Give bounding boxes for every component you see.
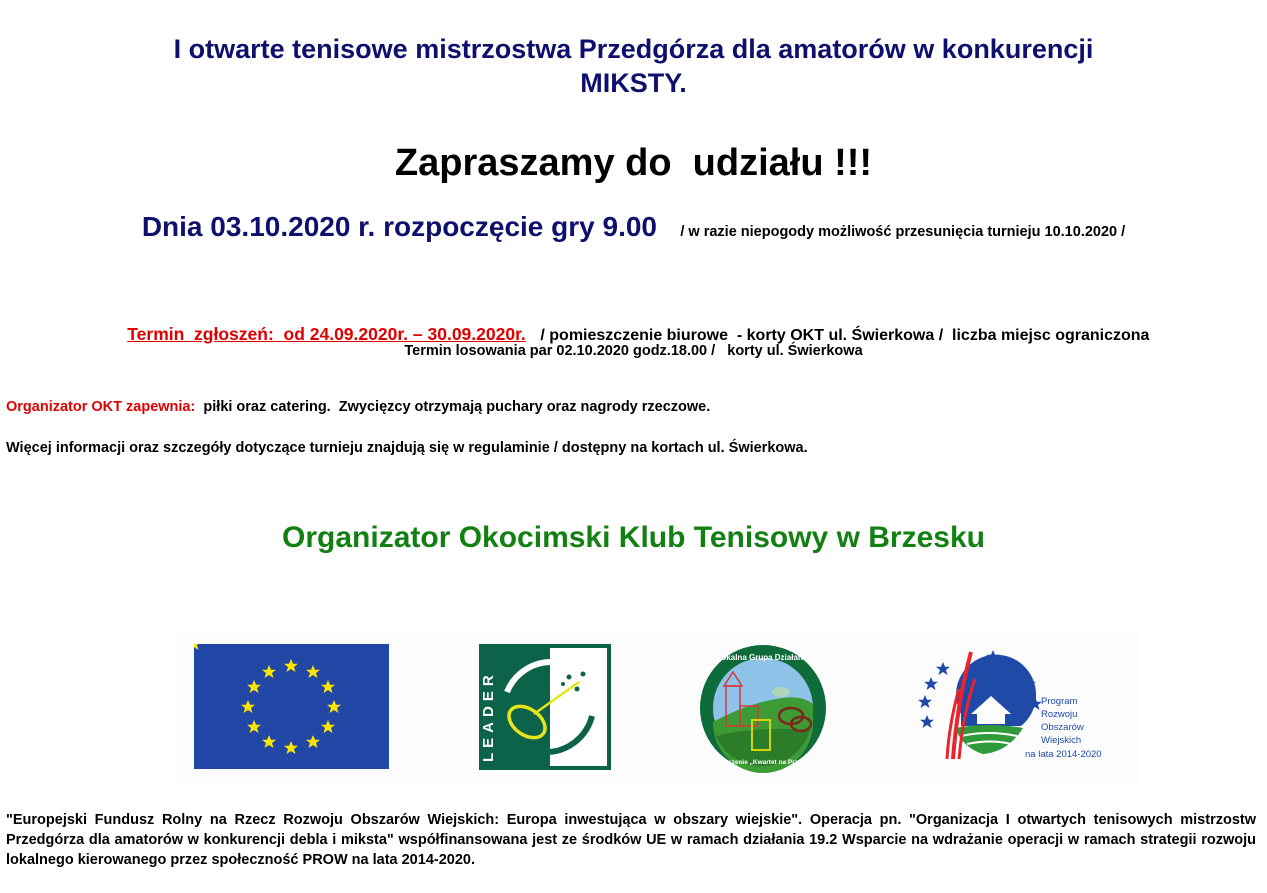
- provides-text: piłki oraz catering. Zwycięzcy otrzymają puchary oraz nagrody rzeczowe.: [195, 399, 711, 415]
- funding-footer: "Europejski Fundusz Rolny na Rzecz Rozwoju Obszarów Wiejskich: Europa inwestująca w obszary wiejskie". Operacja pn. "Organizacja I otwartych tenisowych mistrzostw Przedgórza dla amatorów w konkurencji debla i miksta" współfinansowana jest ze środków UE w ramach działania 19.2 Wsparcie na wdrażanie operacji w ramach strategii rozwoju lokalnego kierowanego przez społeczność PROW na lata 2014-2020.: [6, 812, 1256, 868]
- provides-label: Organizator OKT zapewnia:: [6, 399, 196, 415]
- prow-line-1: Program: [1041, 696, 1078, 707]
- leader-label: LEADER: [480, 670, 497, 762]
- eu-flag-logo: [194, 644, 389, 769]
- tournament-date: [0, 208, 1267, 251]
- prow-line-5: na lata 2014-2020: [1025, 749, 1102, 760]
- title-line-1: I otwarte tenisowe mistrzostwa Przedgórza dla amatorów w konkurencji: [173, 34, 1094, 64]
- invitation-heading: Zapraszamy do udziału !!!: [394, 142, 873, 184]
- leader-logo: [479, 644, 611, 770]
- date-note: / w razie niepogody możliwość przesunięcia turnieju 10.10.2020 /: [680, 224, 1126, 240]
- title-line-2: MIKSTY.: [580, 68, 687, 98]
- prow-line-4: Wiejskich: [1041, 735, 1082, 746]
- organizer-provides: [6, 397, 710, 417]
- prow-line-2: Rozwoju: [1041, 709, 1078, 720]
- lgd-bottom-text: Stowarzyszenie „Kwartet na Przedgórzu”: [699, 759, 827, 766]
- more-info: Więcej informacji oraz szczegóły dotyczące turnieju znajdują się w regulaminie / dostępny na kortach ul. Świerkowa.: [6, 440, 808, 456]
- lgd-top-text: Lokalna Grupa Działania: [716, 653, 810, 662]
- registration-details: / pomieszczenie biurowe - korty OKT ul. Świerkowa / liczba miejsc ograniczona: [540, 327, 1150, 344]
- registration-deadline: Termin zgłoszeń: od 24.09.2020r. – 30.09.2020r.: [127, 324, 526, 344]
- organizer-heading: Organizator Okocimski Klub Tenisowy w Brzesku: [282, 521, 985, 554]
- prow-logo: [913, 644, 1123, 769]
- prow-line-3: Obszarów: [1041, 722, 1084, 733]
- draw-info: Termin losowania par 02.10.2020 godz.18.00 / korty ul. Świerkowa: [404, 343, 863, 359]
- date-main: Dnia 03.10.2020 r. rozpoczęcie gry 9.00: [141, 211, 657, 242]
- sponsor-logos: [178, 630, 1138, 785]
- lgd-logo: [696, 644, 830, 778]
- page-title: [0, 32, 1267, 100]
